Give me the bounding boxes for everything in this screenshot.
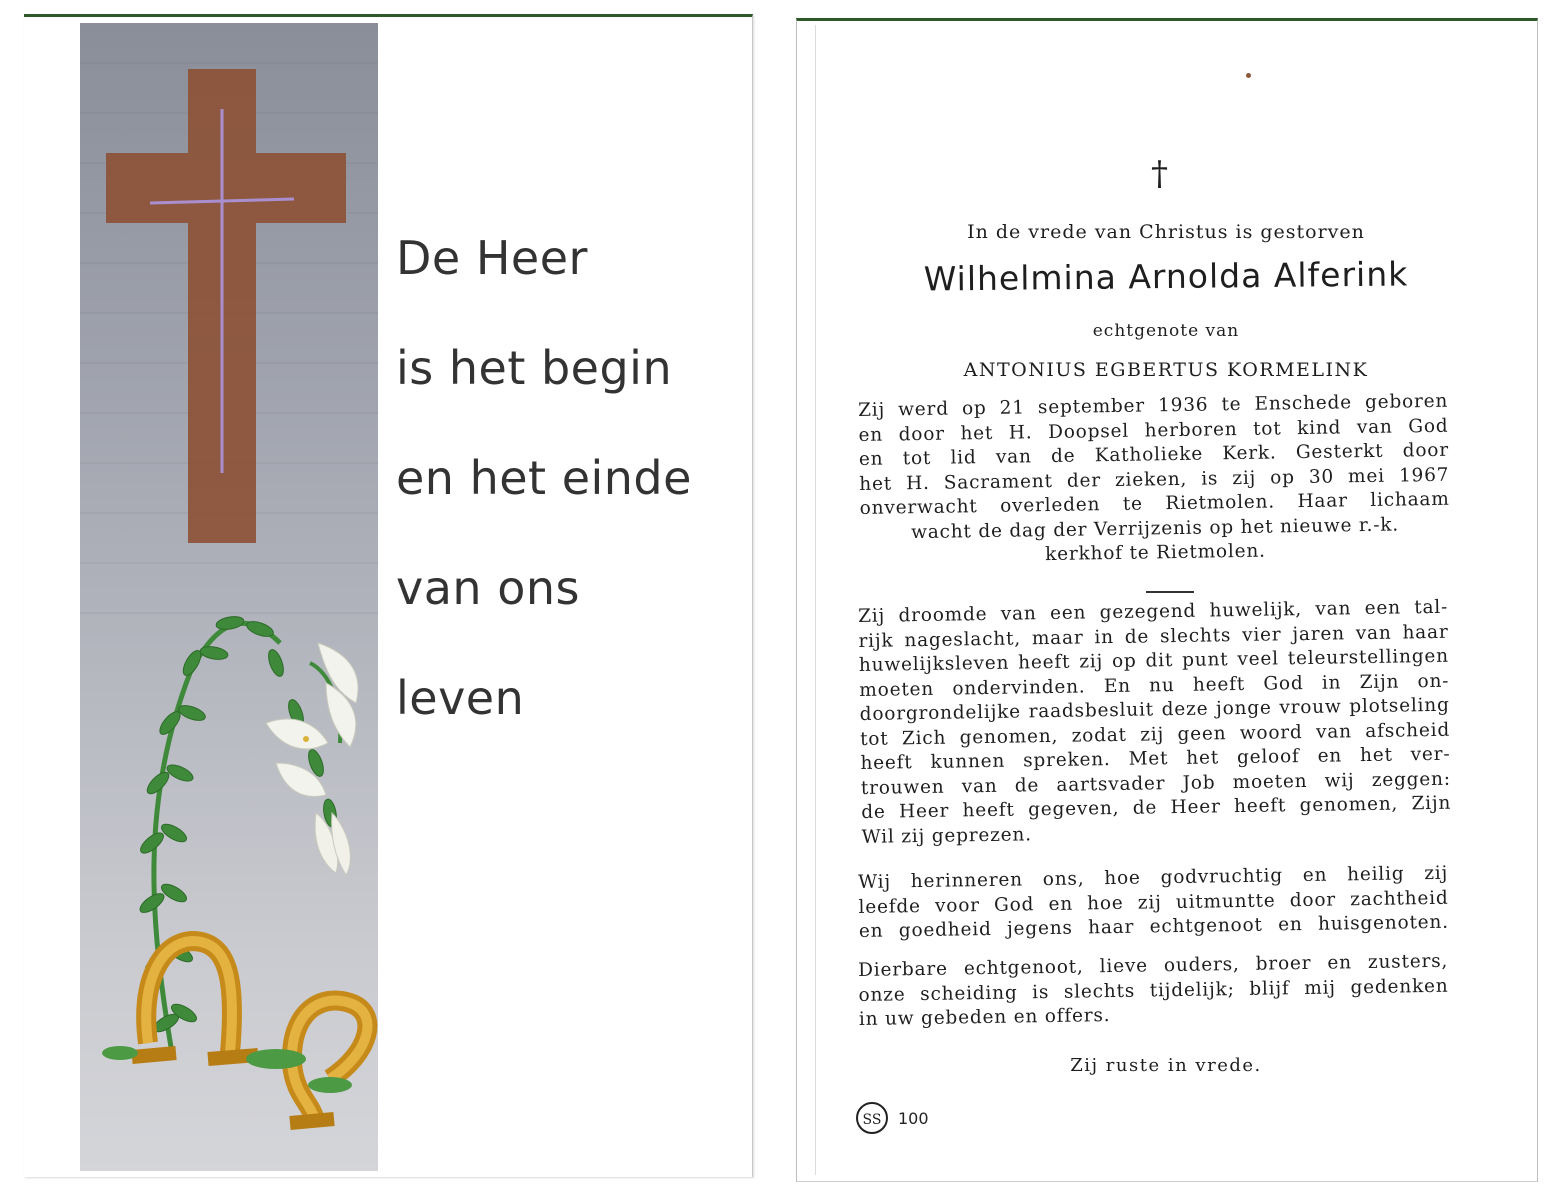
text-line: heeft kunnen spreken. Met het geloof en het ver- [860,743,1451,774]
text-line: rijk nageslacht, maar in de slechts vier jaren van haar [858,621,1449,652]
text-card [796,18,1538,1182]
reflection-paragraph [858,596,1452,850]
cross-symbol-icon: † [1151,154,1168,194]
verse-line: van ons [396,561,580,615]
deceased-name: Wilhelmina Arnolda Alferink [923,254,1409,299]
text-card-body [815,25,1516,1175]
text-line: moeten ondervinden. En nu heeft God in Zijn on- [859,670,1450,701]
scripture-verse [396,203,692,753]
text-line: Zij droomde van een gezegend huwelijk, van een tal- [858,596,1449,627]
text-line: doorgrondelijke raadsbesluit deze jonge vrouw plotseling [859,694,1450,725]
devotional-illustration [80,23,378,1171]
text-line: Dierbare echtgenoot, lieve ouders, broer en zusters, [858,950,1449,981]
closing-line: Zij ruste in vrede. [1070,1055,1262,1076]
publisher-mark [856,1102,929,1134]
text-line: in uw gebeden en offers. [858,1005,1111,1030]
verse-line: De Heer [396,231,588,285]
text-line: Zij werd op 21 september 1936 te Enschede geboren [858,390,1449,421]
text-line: Wil zij geprezen. [861,823,1032,848]
text-line: kerkhof te Rietmolen. [1044,540,1266,566]
text-line: en goedheid jegens haar echtgenoot en huisgenoten. [858,911,1450,942]
intro-line: In de vrede van Christus is gestorven [967,221,1365,243]
verse-line: leven [396,671,525,725]
text-line: onze scheiding is slechts tijdelijk; blijf mij gedenken [858,975,1449,1006]
publisher-number: 100 [898,1108,929,1128]
text-line: wacht de dag der Verrijzenis op het nieuwe r.-k. [910,514,1400,543]
text-line: Wij herinneren ons, hoe godvruchtig en heilig zij [858,862,1449,893]
text-line: leefde voor God en hoe zij uitmuntte door zachtheid [858,887,1449,918]
biography-paragraph [858,390,1451,571]
text-line: trouwen van de aartsvader Job moeten wij zeggen: [860,768,1451,799]
cross-icon [106,69,346,543]
remembrance-paragraph [858,862,1449,945]
verse-line: en het einde [396,451,692,505]
alpha-icon [132,941,258,1059]
text-line: en tot lid van de Katholieke Kerk. Gesterkt door [858,439,1450,470]
section-divider [1146,591,1194,593]
paper-speck [1246,73,1251,78]
text-line: de Heer heeft gegeven, de Heer heeft genomen, Zijn [861,792,1452,823]
text-line: tot Zich genomen, zodat zij geen woord van afscheid [859,719,1451,750]
devotional-picture [80,23,378,1171]
front-card [24,14,753,1177]
verse-line: is het begin [396,341,673,395]
text-line: het H. Sacrament der zieken, is zij op 30 mei 1967 [859,464,1450,495]
publisher-logo-icon: SS [856,1102,888,1134]
text-line: en door het H. Doopsel herboren tot kind van God [858,415,1449,446]
spouse-name: ANTONIUS EGBERTUS KORMELINK [963,359,1369,381]
farewell-paragraph [858,950,1449,1033]
spouse-label: echtgenote van [1092,321,1240,341]
text-line: huwelijksleven heeft zij op dit punt veel teleurstellingen [858,645,1450,676]
text-line: onverwacht overleden te Rietmolen. Haar lichaam [859,488,1450,519]
